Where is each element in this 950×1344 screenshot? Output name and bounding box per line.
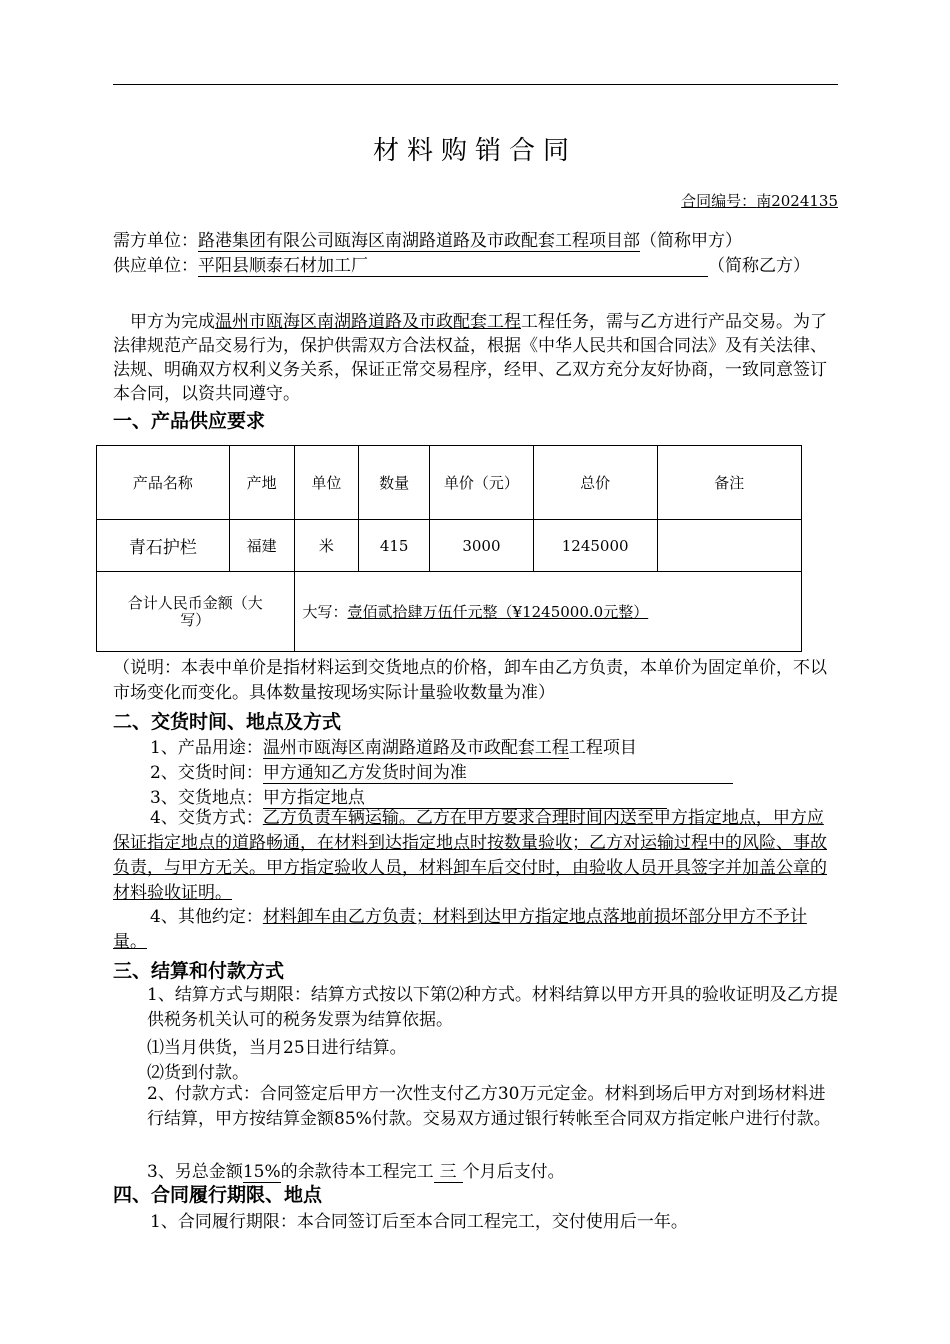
header-cell: 单位	[294, 446, 359, 520]
time-value: 甲方通知乙方发货时间为准	[263, 764, 733, 784]
total-amount	[294, 572, 802, 652]
contract-number	[681, 190, 838, 211]
cell-product: 青石护栏	[97, 520, 230, 572]
option-1: ⑴当月供货，当月25日进行结算。	[147, 1038, 407, 1058]
table-total-row	[97, 572, 802, 652]
header-cell: 备注	[657, 446, 801, 520]
intro-prefix: 甲方为完成	[130, 312, 215, 332]
place-label: 3、交货地点：	[150, 788, 263, 808]
header-cell: 单价（元）	[430, 446, 534, 520]
cell-total: 1245000	[533, 520, 657, 572]
use-line	[150, 733, 637, 759]
header-rule	[113, 84, 838, 85]
section-3-title: 三、结算和付款方式	[113, 960, 285, 982]
use-value: 温州市瓯海区南湖路道路及市政配套工程	[262, 738, 569, 758]
header-cell: 产品名称	[97, 446, 230, 520]
method-label: 4、交货方式：	[150, 808, 263, 828]
total-label: 合计人民币金额（大写）	[97, 572, 295, 652]
cell-origin: 福建	[229, 520, 294, 572]
term-line: 1、合同履行期限：本合同签订后至本合同工程完工，交付使用后一年。	[150, 1212, 688, 1232]
buyer-line	[113, 226, 742, 252]
supplier-suffix: （简称乙方）	[708, 256, 810, 276]
buyer-value: 路港集团有限公司瓯海区南湖路道路及市政配套工程项目部	[198, 231, 640, 251]
contract-number-label: 合同编号：	[681, 192, 757, 210]
buyer-label: 需方单位：	[113, 231, 198, 251]
section-1-title: 一、产品供应要求	[113, 410, 266, 432]
cell-unit-price: 3000	[430, 520, 534, 572]
use-label: 1、产品用途：	[150, 738, 263, 758]
header-cell: 数量	[359, 446, 430, 520]
balance-mid: 的余款待本工程完工	[280, 1162, 434, 1182]
other-label: 4、其他约定：	[150, 907, 263, 927]
intro-rest: 工程任务，需与乙方进行产品交易。为了法律规范产品交易行为，保护供需双方合法权益，根据《中华人民共和国合同法》及有关法律、法规、明确双方权利义务关系，保证正常交易程序，经甲、乙双方充分友好协商，一致同意签订本合同，以资共同遵守。	[113, 312, 827, 404]
cell-remark	[657, 520, 801, 572]
option-2: ⑵货到付款。	[147, 1063, 249, 1083]
method-paragraph	[113, 806, 838, 906]
header-cell: 产地	[229, 446, 294, 520]
intro-project: 温州市瓯海区南湖路道路及市政配套工程	[215, 312, 521, 332]
balance-suffix: 个月后支付。	[462, 1162, 565, 1182]
balance-prefix: 3、另总金额	[147, 1162, 243, 1182]
table-note: （说明：本表中单价是指材料运到交货地点的价格，卸车由乙方负责，本单价为固定单价，不以市场变化而变化。具体数量按现场实际计量验收数量为准）	[113, 658, 827, 703]
payment-paragraph: 2、付款方式：合同签定后甲方一次性支付乙方30万元定金。材料到场后甲方对到场材料进行结算，甲方按结算金额85%付款。交易双方通过银行转帐至合同双方指定帐户进行付款。	[147, 1084, 831, 1129]
settlement-paragraph: 1、结算方式与期限：结算方式按以下第⑵种方式。材料结算以甲方开具的验收证明及乙方提供税务机关认可的税务发票为结算依据。	[147, 985, 838, 1030]
balance-months: 三	[434, 1163, 463, 1183]
section-4-title: 四、合同履行期限、地点	[113, 1184, 323, 1206]
section-2-title: 二、交货时间、地点及方式	[113, 711, 342, 733]
balance-percent: 15%	[242, 1162, 281, 1182]
table-header-row	[97, 446, 802, 520]
table-row	[97, 520, 802, 572]
method-value: 乙方负责车辆运输。乙方在甲方要求合理时间内送至甲方指定地点，甲方应保证指定地点的道路畅通，在材料到达指定地点时按数量验收；乙方对运输过程中的风险、事故负责，与甲方无关。甲方指定验收人员，材料卸车后交付时，由验收人员开具签字并加盖公章的材料验收证明。	[113, 808, 827, 903]
cell-quantity: 415	[359, 520, 430, 572]
header-cell: 总价	[533, 446, 657, 520]
contract-number-value: 南2024135	[756, 192, 838, 210]
total-words: 壹佰贰拾肆万伍仟元整	[347, 603, 498, 621]
intro-paragraph	[113, 310, 838, 406]
cell-unit: 米	[294, 520, 359, 572]
goods-table	[96, 445, 802, 652]
place-value: 甲方指定地点	[263, 789, 667, 809]
total-prefix: 大写：	[302, 603, 348, 621]
use-suffix: 工程项目	[568, 738, 637, 758]
supplier-label: 供应单位：	[113, 256, 198, 276]
other-value: 材料卸车由乙方负责；材料到达甲方指定地点落地前损坏部分甲方不予计量。	[113, 907, 807, 952]
other-paragraph	[113, 905, 838, 955]
buyer-suffix: （简称甲方）	[640, 231, 742, 251]
time-label: 2、交货时间：	[150, 763, 263, 783]
page-title: 材料购销合同	[372, 136, 577, 166]
supplier-value: 平阳县顺泰石材加工厂	[198, 257, 708, 277]
supplier-line	[113, 251, 810, 277]
total-figure: （¥1245000.0元整）	[497, 603, 649, 621]
time-line	[150, 758, 733, 784]
